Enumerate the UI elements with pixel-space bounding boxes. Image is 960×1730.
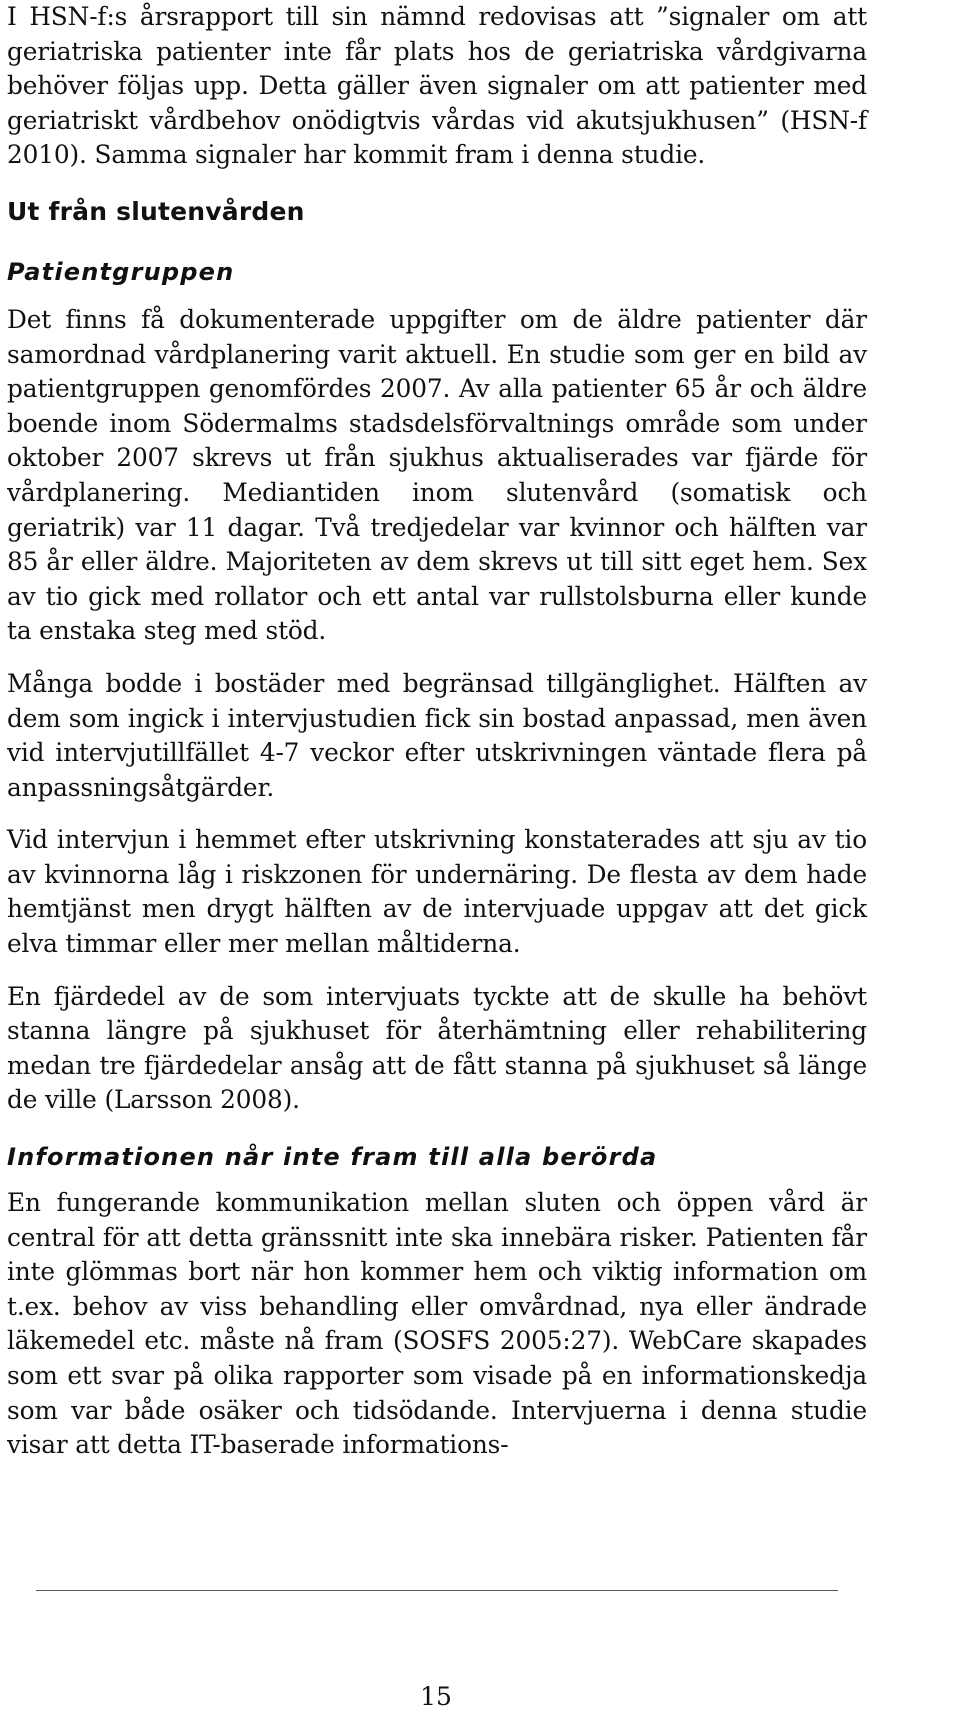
page-number: 15 xyxy=(420,1682,452,1711)
paragraph-undernaring: Vid intervjun i hemmet efter utskrivning konstaterades att sju av tio av kvinnorna låg i riskzonen för undernäring. De flesta av dem hade hemtjänst men drygt hälften av de intervjuade uppgav att det gick elva timmar eller mer mellan måltiderna. xyxy=(7,825,867,959)
paragraph-kommunikation: En fungerande kommunikation mellan sluten och öppen vård är central för att detta gränssnitt inte ska innebära risker. Patienten får inte glömmas bort när hon kommer hem och viktig information om t.ex. behov av viss behandling eller omvårdnad, nya eller ändrade läkemedel etc. måste nå fram (SOSFS 2005:27). WebCare skapades som ett svar på olika rapporter som visade på en informationskedja som var både osäker och tidsödande. Intervjuerna i denna studie visar att detta IT-baserade informations- xyxy=(7,1188,867,1460)
footer-divider xyxy=(36,1590,838,1591)
section-heading: Ut från slutenvården xyxy=(7,196,305,226)
paragraph-aterhamtning: En fjärdedel av de som intervjuats tyckte att de skulle ha behövt stanna längre på sjukhuset för återhämtning eller rehabilitering medan tre fjärdedelar ansåg att de fått stanna på sjukhuset så länge de ville (Larsson 2008). xyxy=(7,981,867,1115)
intro-paragraph: I HSN-f:s årsrapport till sin nämnd redovisas att ”signaler om att geriatriska patienter inte får plats hos de geriatriska vårdgivarna behöver följas upp. Detta gäller även signaler om att patienter med geriatriskt vårdbehov onödigtvis vårdas vid akutsjukhusen” (HSN-f 2010). Samma signaler har kommit fram i denna studie. xyxy=(7,2,867,170)
page-content xyxy=(7,0,867,1463)
subsection-heading-patientgruppen: Patientgruppen xyxy=(7,257,235,286)
paragraph-bostader: Många bodde i bostäder med begränsad tillgänglighet. Hälften av dem som ingick i intervjustudien fick sin bostad anpassad, men även vid intervjutillfället 4-7 veckor efter utskrivningen väntade flera på anpassningsåtgärder. xyxy=(7,668,867,802)
paragraph-patientgruppen: Det finns få dokumenterade uppgifter om de äldre patienter där samordnad vårdplanering varit aktuell. En studie som ger en bild av patientgruppen genomfördes 2007. Av alla patienter 65 år och äldre boende inom Södermalms stadsdelsförvaltnings område som under oktober 2007 skrevs ut från sjukhus aktualiserades var fjärde för vårdplanering. Mediantiden inom slutenvård (somatisk och geriatrik) var 11 dagar. Två tredjedelar var kvinnor och hälften var 85 år eller äldre. Majoriteten av dem skrevs ut till sitt eget hem. Sex av tio gick med rollator och ett antal var rullstolsburna eller kunde ta enstaka steg med stöd. xyxy=(7,304,867,646)
subsection-heading-informationen: Informationen når inte fram till alla berörda xyxy=(7,1143,658,1172)
